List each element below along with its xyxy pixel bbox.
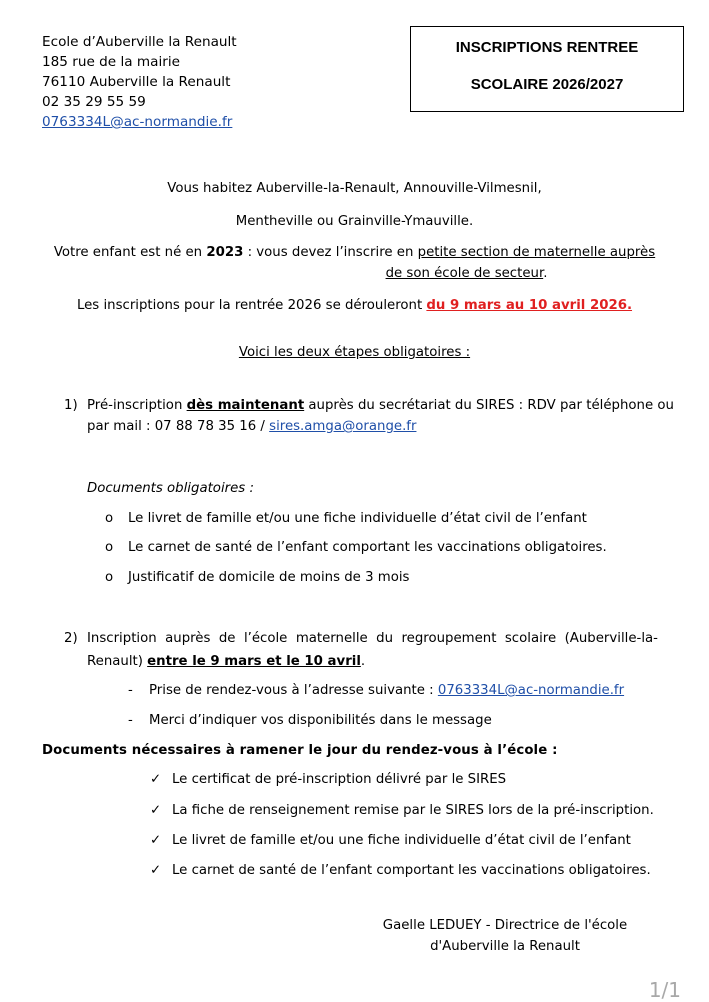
- title-line-2: SCOLAIRE 2026/2027: [470, 76, 624, 93]
- school-street: 185 rue de la mairie: [42, 54, 180, 70]
- required-item: ✓ Le livret de famille et/ou une fiche individuelle d’état civil de l’enfant: [150, 833, 631, 848]
- required-item: ✓ Le certificat de pré-inscription délivré par le SIRES: [150, 772, 507, 787]
- school-name: Ecole d’Auberville la Renault: [42, 34, 237, 50]
- dash-icon: -: [128, 713, 133, 728]
- school-email-link-2[interactable]: 0763334L@ac-normandie.fr: [437, 683, 625, 698]
- step2-bold: entre le 9 mars et le 10 avril: [147, 654, 361, 669]
- school-email-link[interactable]: 0763334L@ac-normandie.fr: [42, 114, 233, 130]
- step1-line-1: Pré-inscription dès maintenant auprès du secrétariat du SIRES : RDV par téléphone ou: [87, 398, 674, 413]
- required-item: ✓ Le carnet de santé de l’enfant comportant les vaccinations obligatoires.: [150, 863, 651, 878]
- title-line-1: INSCRIPTIONS RENTREE: [455, 39, 639, 56]
- steps-heading: Voici les deux étapes obligatoires :: [238, 345, 471, 360]
- birth-year: 2023: [206, 245, 244, 260]
- checkmark-icon: ✓: [150, 863, 162, 878]
- step2-line-1: Inscription auprès de l’école maternelle du regroupement scolaire (Auberville-la-: [87, 631, 658, 646]
- step1-line-2: par mail : 07 88 78 35 16 / sires.amga@orange.fr: [87, 419, 417, 434]
- registration-dates: du 9 mars au 10 avril 2026.: [426, 298, 633, 313]
- doc-item: o Le carnet de santé de l’enfant comportant les vaccinations obligatoires.: [105, 540, 607, 555]
- intro-born-line-2: de son école de secteur.: [385, 266, 548, 281]
- signature-line-1: Gaelle LEDUEY - Directrice de l'école: [382, 918, 628, 933]
- step1-number: 1): [64, 398, 78, 413]
- bullet-icon: o: [105, 570, 114, 585]
- bullet-icon: o: [105, 540, 114, 555]
- checkmark-icon: ✓: [150, 833, 162, 848]
- intro-line-2: Mentheville ou Grainville-Ymauville.: [235, 214, 474, 229]
- required-heading: Documents nécessaires à ramener le jour du rendez-vous à l’école :: [42, 743, 558, 758]
- step2-line-2: Renault) entre le 9 mars et le 10 avril.: [87, 654, 366, 669]
- step2-item-1: - Prise de rendez-vous à l’adresse suivante : 0763334L@ac-normandie.fr: [128, 683, 625, 698]
- signature-line-2: d'Auberville la Renault: [430, 939, 580, 954]
- dash-icon: -: [128, 683, 133, 698]
- doc-item: o Le livret de famille et/ou une fiche individuelle d’état civil de l’enfant: [105, 511, 587, 526]
- intro-line-1: Vous habitez Auberville-la-Renault, Annouville-Vilmesnil,: [167, 181, 542, 196]
- section-text: petite section de maternelle auprès: [417, 245, 656, 260]
- bullet-icon: o: [105, 511, 114, 526]
- intro-dates-line: Les inscriptions pour la rentrée 2026 se dérouleront du 9 mars au 10 avril 2026.: [76, 298, 633, 313]
- checkmark-icon: ✓: [150, 803, 162, 818]
- sires-email-link[interactable]: sires.amga@orange.fr: [269, 419, 417, 434]
- title-box: [410, 26, 684, 112]
- required-item: ✓ La fiche de renseignement remise par le SIRES lors de la pré-inscription.: [150, 803, 654, 818]
- step1-bold: dès maintenant: [186, 398, 305, 413]
- checkmark-icon: ✓: [150, 772, 162, 787]
- page-indicator: 1/1: [648, 978, 681, 1002]
- school-city: 76110 Auberville la Renault: [42, 74, 231, 90]
- school-phone: 02 35 29 55 59: [42, 94, 146, 110]
- doc-item: o Justificatif de domicile de moins de 3 mois: [105, 570, 410, 585]
- intro-born-line: Votre enfant est né en 2023 : vous devez l’inscrire en petite section de maternelle auprès: [53, 245, 656, 260]
- docs-heading: Documents obligatoires :: [87, 481, 254, 496]
- step2-number: 2): [64, 631, 78, 646]
- school-address: [42, 32, 237, 132]
- step2-item-2: - Merci d’indiquer vos disponibilités dans le message: [128, 713, 492, 728]
